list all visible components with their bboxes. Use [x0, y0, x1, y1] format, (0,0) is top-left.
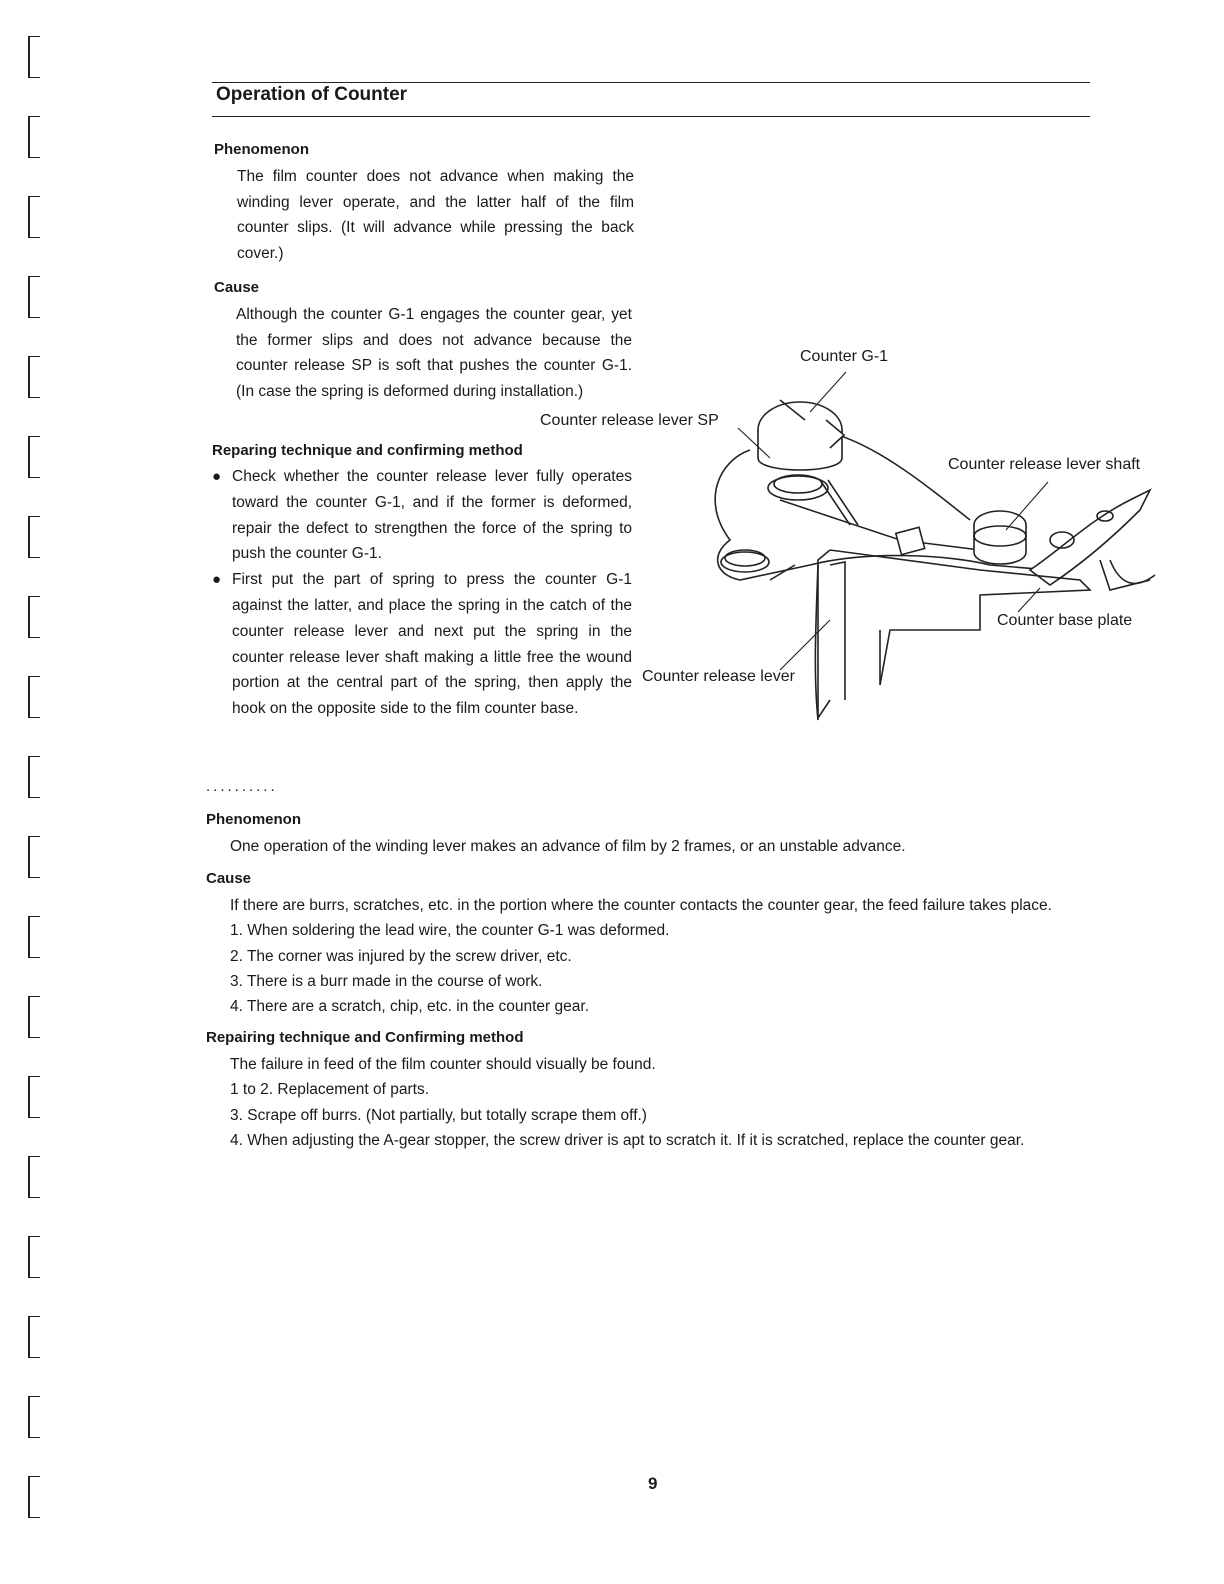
- section-separator: ..........: [206, 778, 278, 795]
- section2-repair-heading: Repairing technique and Confirming method: [206, 1028, 524, 1046]
- list-item-text: First put the part of spring to press the counter G-1 against the latter, and place the spring in the catch of the counter release lever and next put the spring in the counter release lever shaft making a little free the wound portion at the central part of the spring, then apply the hook on the opposite side to the film counter base.: [232, 571, 632, 718]
- binder-bracket: [28, 1236, 40, 1278]
- label-counter-g1: Counter G-1: [800, 348, 889, 365]
- counter-mechanism-diagram: [540, 340, 1170, 730]
- section2-repair-body: [230, 1052, 1076, 1154]
- section2: [206, 810, 1086, 1153]
- label-release-lever: Counter release lever: [642, 668, 795, 685]
- section1-cause: [214, 278, 634, 404]
- binder-bracket: [28, 516, 40, 558]
- list-item: [212, 567, 632, 722]
- section1-repair: [212, 441, 632, 722]
- page-title: Operation of Counter: [216, 84, 408, 105]
- title-rule-top: [212, 82, 1090, 83]
- list-item: 4. When adjusting the A-gear stopper, the screw driver is apt to scratch it. If it is scratched, replace the counter gear.: [230, 1132, 1025, 1150]
- section2-phenomenon-heading: Phenomenon: [206, 811, 302, 828]
- bullet-icon: ●: [212, 468, 222, 485]
- section2-cause-text: If there are burrs, scratches, etc. in the portion where the counter contacts the counter gear, the feed failure takes place.: [230, 896, 1052, 914]
- binder-bracket: [28, 196, 40, 238]
- list-item-text: Check whether the counter release lever fully operates toward the counter G-1, and if the former is deformed, repair the defect to strengthen the force of the spring to push the counter G-1.: [232, 468, 632, 563]
- title-rule-bottom: [212, 116, 1090, 117]
- binder-bracket: [28, 1076, 40, 1118]
- list-item: 1. When soldering the lead wire, the counter G-1 was deformed.: [230, 922, 670, 940]
- label-base-plate: Counter base plate: [997, 612, 1133, 629]
- binder-bracket: [28, 836, 40, 878]
- binder-bracket: [28, 996, 40, 1038]
- binder-bracket: [28, 1316, 40, 1358]
- section1-phenomenon-heading: Phenomenon: [214, 141, 310, 158]
- binder-bracket: [28, 596, 40, 638]
- binder-bracket: [28, 276, 40, 318]
- binder-bracket: [28, 36, 40, 78]
- section1-repair-list: [212, 464, 632, 722]
- binder-bracket: [28, 116, 40, 158]
- section1-phenomenon: [214, 140, 634, 266]
- section1-repair-heading: Reparing technique and confirming method: [212, 442, 523, 459]
- binder-bracket: [28, 356, 40, 398]
- section2-repair-text: The failure in feed of the film counter should visually be found.: [230, 1055, 656, 1073]
- list-item: 3. There is a burr made in the course of work.: [230, 973, 543, 990]
- binder-bracket: [28, 1476, 40, 1518]
- list-item: 2. The corner was injured by the screw driver, etc.: [230, 947, 572, 965]
- binder-bracket: [28, 436, 40, 478]
- section2-phenomenon-text: One operation of the winding lever makes an advance of film by 2 frames, or an unstable advance.: [230, 838, 906, 855]
- section1-cause-heading: Cause: [214, 279, 260, 296]
- binder-bracket: [28, 756, 40, 798]
- binder-bracket: [28, 676, 40, 718]
- section2-cause-body: [230, 893, 1076, 1020]
- page-number: 9: [648, 1474, 658, 1493]
- section1-cause-text: Although the counter G-1 engages the counter gear, yet the former slips and does not advance because the counter release SP is soft that pushes the counter G-1. (In case the spring is deformed during installation.): [236, 306, 632, 400]
- label-release-lever-shaft: Counter release lever shaft: [948, 456, 1141, 473]
- bullet-icon: ●: [212, 571, 222, 589]
- binder-bracket: [28, 1156, 40, 1198]
- list-item: 1 to 2. Replacement of parts.: [230, 1081, 430, 1099]
- list-item: [212, 464, 632, 567]
- binder-margin: [28, 0, 52, 1584]
- binder-bracket: [28, 1396, 40, 1438]
- list-item: 3. Scrape off burrs. (Not partially, but totally scrape them off.): [230, 1106, 647, 1124]
- list-item: 4. There are a scratch, chip, etc. in the counter gear.: [230, 998, 589, 1016]
- section1-phenomenon-text: The film counter does not advance when making the winding lever operate, and the latter half of the film counter slips. (It will advance while pressing the back cover.): [237, 168, 634, 262]
- section2-cause-heading: Cause: [206, 869, 252, 887]
- label-release-lever-sp: Counter release lever SP: [540, 412, 719, 429]
- binder-bracket: [28, 916, 40, 958]
